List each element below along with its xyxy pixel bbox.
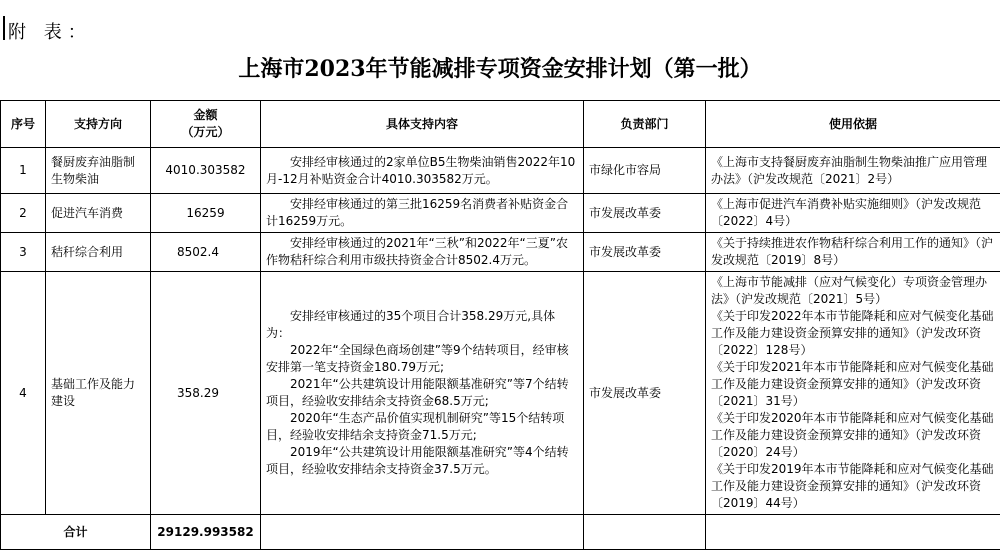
basis-item: 《关于印发2020年本市节能降耗和应对气候变化基础工作及能力建设资金预算安排的通知》（沪发改环资〔2020〕24号） [711, 410, 995, 461]
content-paragraph: 安排经审核通过的2家单位B5生物柴油销售2022年10月-12月补贴资金合计4010.303582万元。 [266, 154, 578, 188]
total-amount: 29129.993582 [151, 515, 261, 550]
row-amount: 358.29 [151, 272, 261, 515]
table-header-row [1, 101, 1000, 148]
total-label: 合计 [1, 515, 151, 550]
total-empty-cell [706, 515, 1000, 550]
content-paragraph: 安排经审核通过的第三批16259名消费者补贴资金合计16259万元。 [266, 196, 578, 230]
header-content: 具体支持内容 [261, 101, 584, 148]
funding-table [0, 100, 1000, 550]
total-empty-cell [261, 515, 584, 550]
row-no: 4 [1, 272, 46, 515]
header-department: 负责部门 [584, 101, 706, 148]
row-direction: 餐厨废弃油脂制生物柴油 [46, 148, 151, 194]
basis-item: 《关于印发2019年本市节能降耗和应对气候变化基础工作及能力建设资金预算安排的通知》（沪发改环资〔2019〕44号） [711, 461, 995, 512]
basis-item: 《关于持续推进农作物秸秆综合利用工作的通知》（沪发改规范〔2019〕8号） [711, 235, 995, 269]
row-no: 1 [1, 148, 46, 194]
row-basis [706, 233, 1000, 272]
row-no: 2 [1, 194, 46, 233]
row-amount: 4010.303582 [151, 148, 261, 194]
row-content [261, 148, 584, 194]
basis-item: 《关于印发2021年本市节能降耗和应对气候变化基础工作及能力建设资金预算安排的通知》（沪发改环资〔2021〕31号） [711, 359, 995, 410]
total-empty-cell [584, 515, 706, 550]
table-row [1, 194, 1000, 233]
row-basis [706, 194, 1000, 233]
basis-item: 《关于印发2022年本市节能降耗和应对气候变化基础工作及能力建设资金预算安排的通知》（沪发改环资〔2022〕128号） [711, 308, 995, 359]
row-content [261, 194, 584, 233]
table-row [1, 148, 1000, 194]
basis-item: 《上海市促进汽车消费补贴实施细则》（沪发改规范〔2022〕4号） [711, 196, 995, 230]
text-cursor [3, 16, 5, 40]
row-direction: 秸秆综合利用 [46, 233, 151, 272]
header-no: 序号 [1, 101, 46, 148]
row-basis [706, 272, 1000, 515]
row-content [261, 233, 584, 272]
document-title: 上海市2023年节能减排专项资金安排计划（第一批） [0, 52, 1000, 83]
row-department: 市发展改革委 [584, 233, 706, 272]
basis-item: 《上海市节能减排（应对气候变化）专项资金管理办法》（沪发改规范〔2021〕5号） [711, 274, 995, 308]
row-amount: 16259 [151, 194, 261, 233]
content-paragraph: 2020年“生态产品价值实现机制研究”等15个结转项目，经验收安排结余支持资金71.5万元; [266, 410, 578, 444]
header-amount: 金额 （万元） [151, 101, 261, 148]
row-no: 3 [1, 233, 46, 272]
table-row [1, 272, 1000, 515]
appendix-label: 附 表： [8, 18, 92, 44]
row-department: 市发展改革委 [584, 194, 706, 233]
content-paragraph: 2019年“公共建筑设计用能限额基准研究”等4个结转项目，经验收安排结余支持资金37.5万元。 [266, 444, 578, 478]
row-amount: 8502.4 [151, 233, 261, 272]
content-paragraph: 安排经审核通过的2021年“三秋”和2022年“三夏”农作物秸秆综合利用市级扶持资金合计8502.4万元。 [266, 235, 578, 269]
header-basis: 使用依据 [706, 101, 1000, 148]
content-paragraph: 2022年“全国绿色商场创建”等9个结转项目，经审核安排第一笔支持资金180.79万元; [266, 342, 578, 376]
row-department: 市绿化市容局 [584, 148, 706, 194]
row-content [261, 272, 584, 515]
total-row [1, 515, 1000, 550]
header-direction: 支持方向 [46, 101, 151, 148]
content-paragraph: 安排经审核通过的35个项目合计358.29万元,具体为： [266, 308, 578, 342]
row-department: 市发展改革委 [584, 272, 706, 515]
content-paragraph: 2021年“公共建筑设计用能限额基准研究”等7个结转项目，经验收安排结余支持资金68.5万元; [266, 376, 578, 410]
row-direction: 促进汽车消费 [46, 194, 151, 233]
table-row [1, 233, 1000, 272]
row-direction: 基础工作及能力建设 [46, 272, 151, 515]
row-basis [706, 148, 1000, 194]
basis-item: 《上海市支持餐厨废弃油脂制生物柴油推广应用管理办法》（沪发改规范〔2021〕2号） [711, 154, 995, 188]
